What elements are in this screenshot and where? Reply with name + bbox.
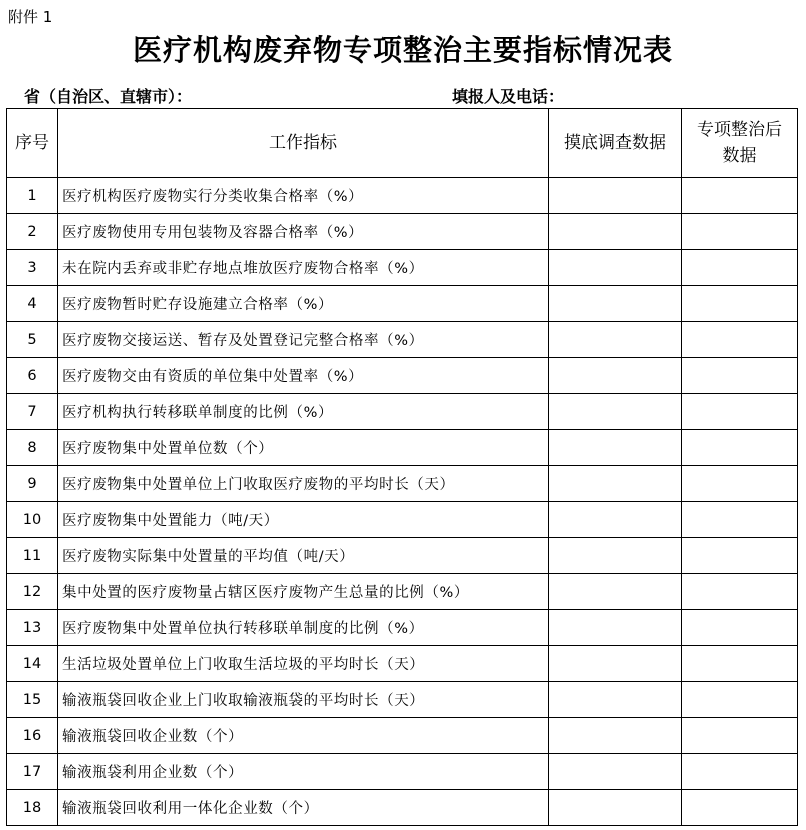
survey-data-cell[interactable] <box>549 250 682 286</box>
after-data-cell[interactable] <box>682 502 798 538</box>
after-data-cell[interactable] <box>682 214 798 250</box>
page-title: 医疗机构废弃物专项整治主要指标情况表 <box>132 33 673 67</box>
row-number: 8 <box>7 430 58 466</box>
row-number: 9 <box>7 466 58 502</box>
row-indicator: 输液瓶袋回收企业数（个） <box>58 718 549 754</box>
survey-data-cell[interactable] <box>549 214 682 250</box>
after-data-cell[interactable] <box>682 466 798 502</box>
table-row <box>7 610 798 646</box>
row-indicator: 医疗废物交接运送、暂存及处置登记完整合格率（%） <box>58 322 549 358</box>
survey-data-cell[interactable] <box>549 286 682 322</box>
row-number: 11 <box>7 538 58 574</box>
reporter-label: 填报人及电话： <box>452 87 565 106</box>
survey-data-cell[interactable] <box>549 682 682 718</box>
row-number: 16 <box>7 718 58 754</box>
survey-data-cell[interactable] <box>549 790 682 826</box>
after-data-cell[interactable] <box>682 610 798 646</box>
survey-data-cell[interactable] <box>549 610 682 646</box>
survey-data-cell[interactable] <box>549 574 682 610</box>
table-row <box>7 358 798 394</box>
row-indicator: 医疗废物集中处置单位上门收取医疗废物的平均时长（天） <box>58 466 549 502</box>
survey-data-cell[interactable] <box>549 466 682 502</box>
after-data-cell[interactable] <box>682 394 798 430</box>
after-data-cell[interactable] <box>682 322 798 358</box>
after-data-cell[interactable] <box>682 178 798 214</box>
table-row <box>7 646 798 682</box>
row-indicator: 医疗机构执行转移联单制度的比例（%） <box>58 394 549 430</box>
survey-data-cell[interactable] <box>549 502 682 538</box>
row-indicator: 生活垃圾处置单位上门收取生活垃圾的平均时长（天） <box>58 646 549 682</box>
survey-data-cell[interactable] <box>549 322 682 358</box>
row-number: 18 <box>7 790 58 826</box>
row-indicator: 医疗废物集中处置单位数（个） <box>58 430 549 466</box>
header-survey-data: 摸底调查数据 <box>549 109 682 178</box>
row-indicator: 输液瓶袋利用企业数（个） <box>58 754 549 790</box>
row-number: 1 <box>7 178 58 214</box>
row-number: 10 <box>7 502 58 538</box>
row-indicator: 医疗废物集中处置能力（吨/天） <box>58 502 549 538</box>
table-row <box>7 466 798 502</box>
row-indicator: 未在院内丢弃或非贮存地点堆放医疗废物合格率（%） <box>58 250 549 286</box>
survey-data-cell[interactable] <box>549 646 682 682</box>
after-data-cell[interactable] <box>682 754 798 790</box>
row-number: 4 <box>7 286 58 322</box>
row-number: 17 <box>7 754 58 790</box>
survey-data-cell[interactable] <box>549 394 682 430</box>
table-row <box>7 502 798 538</box>
table-row <box>7 682 798 718</box>
table-row <box>7 178 798 214</box>
province-label: 省（自治区、直辖市）： <box>24 87 193 106</box>
table-row <box>7 790 798 826</box>
after-data-cell[interactable] <box>682 430 798 466</box>
row-indicator: 输液瓶袋回收企业上门收取输液瓶袋的平均时长（天） <box>58 682 549 718</box>
survey-data-cell[interactable] <box>549 718 682 754</box>
after-data-cell[interactable] <box>682 286 798 322</box>
row-number: 5 <box>7 322 58 358</box>
survey-data-cell[interactable] <box>549 430 682 466</box>
survey-data-cell[interactable] <box>549 754 682 790</box>
survey-data-cell[interactable] <box>549 538 682 574</box>
after-data-cell[interactable] <box>682 574 798 610</box>
table-header-row <box>7 109 798 178</box>
after-data-cell[interactable] <box>682 682 798 718</box>
table-row <box>7 754 798 790</box>
header-indicator: 工作指标 <box>58 109 549 178</box>
table-row <box>7 538 798 574</box>
header-after-data <box>682 109 798 178</box>
table-row <box>7 250 798 286</box>
row-indicator: 医疗废物集中处置单位执行转移联单制度的比例（%） <box>58 610 549 646</box>
after-data-cell[interactable] <box>682 358 798 394</box>
survey-data-cell[interactable] <box>549 178 682 214</box>
table-row <box>7 718 798 754</box>
row-number: 14 <box>7 646 58 682</box>
row-indicator: 医疗机构医疗废物实行分类收集合格率（%） <box>58 178 549 214</box>
table-row <box>7 574 798 610</box>
attachment-label: 附件 1 <box>8 8 53 26</box>
row-number: 3 <box>7 250 58 286</box>
row-indicator: 集中处置的医疗废物量占辖区医疗废物产生总量的比例（%） <box>58 574 549 610</box>
header-after-line1: 专项整治后 <box>697 120 782 140</box>
row-indicator: 输液瓶袋回收利用一体化企业数（个） <box>58 790 549 826</box>
table-row <box>7 214 798 250</box>
row-indicator: 医疗废物实际集中处置量的平均值（吨/天） <box>58 538 549 574</box>
table-row <box>7 430 798 466</box>
after-data-cell[interactable] <box>682 250 798 286</box>
header-seq: 序号 <box>7 109 58 178</box>
row-indicator: 医疗废物交由有资质的单位集中处置率（%） <box>58 358 549 394</box>
row-number: 13 <box>7 610 58 646</box>
table-row <box>7 322 798 358</box>
survey-data-cell[interactable] <box>549 358 682 394</box>
header-after-line2: 数据 <box>722 146 757 166</box>
row-number: 15 <box>7 682 58 718</box>
after-data-cell[interactable] <box>682 718 798 754</box>
row-number: 2 <box>7 214 58 250</box>
row-number: 12 <box>7 574 58 610</box>
after-data-cell[interactable] <box>682 646 798 682</box>
row-number: 7 <box>7 394 58 430</box>
row-number: 6 <box>7 358 58 394</box>
after-data-cell[interactable] <box>682 790 798 826</box>
indicator-table <box>6 108 798 826</box>
table-row <box>7 286 798 322</box>
table-row <box>7 394 798 430</box>
after-data-cell[interactable] <box>682 538 798 574</box>
row-indicator: 医疗废物暂时贮存设施建立合格率（%） <box>58 286 549 322</box>
row-indicator: 医疗废物使用专用包装物及容器合格率（%） <box>58 214 549 250</box>
